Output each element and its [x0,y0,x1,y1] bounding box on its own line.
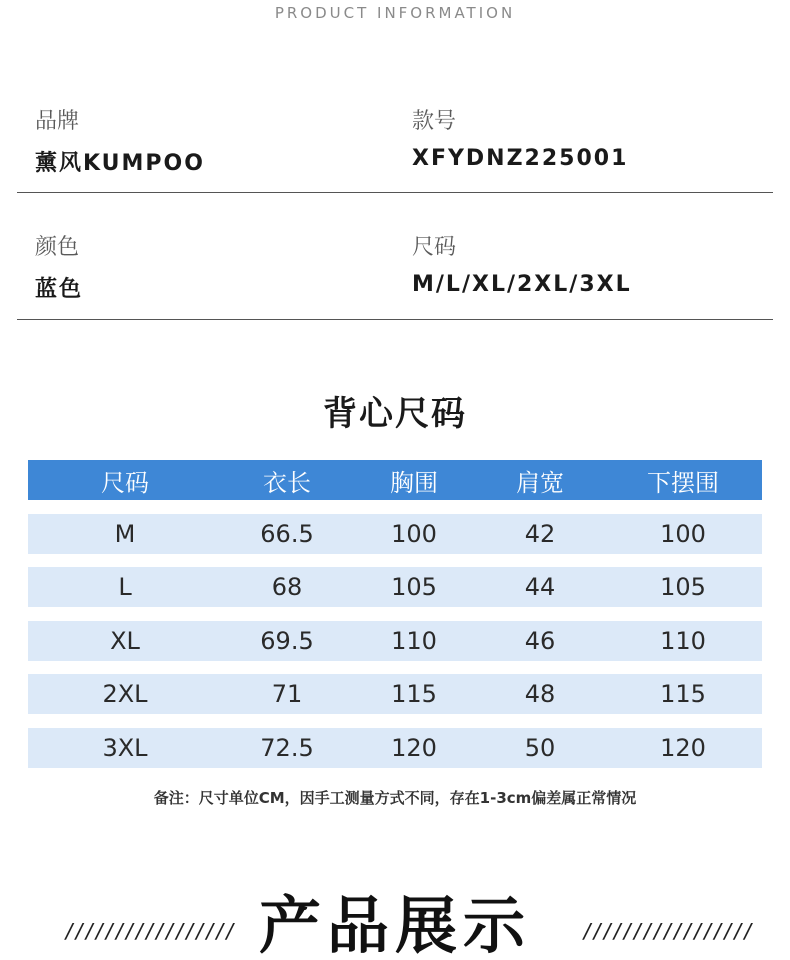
table-cell: 115 [660,680,706,708]
table-cell: 69.5 [260,627,314,655]
table-cell: L [118,573,132,601]
table-cell: 100 [660,520,706,548]
size-label: 尺码 [412,235,457,260]
table-cell: 71 [271,680,303,708]
table-cell: 2XL [102,680,148,708]
model-label: 款号 [412,109,457,134]
table-cell: 44 [524,573,556,601]
header-cell: 下摆围 [647,468,719,497]
info-row-color-size [17,226,773,320]
table-cell: 120 [391,734,437,762]
header-cell: 肩宽 [516,468,564,497]
table-cell: 72.5 [260,734,314,762]
table-cell: 46 [524,627,556,655]
table-cell: 105 [391,573,437,601]
table-cell: 105 [660,573,706,601]
slash-decoration-left: ///////////////// [64,919,235,943]
table-cell: XL [110,627,140,655]
table-cell: 110 [391,627,437,655]
table-cell: 68 [271,573,303,601]
product-information-heading: PRODUCT INFORMATION [274,4,516,22]
product-showcase-banner [0,886,790,960]
color-label: 颜色 [35,235,80,260]
table-cell: 110 [660,627,706,655]
table-cell: 100 [391,520,437,548]
divider [17,192,773,193]
product-showcase-title: 产品展示 [258,889,531,960]
table-cell: 48 [524,680,556,708]
table-row [28,567,762,607]
brand-value: 薰风KUMPOO [35,151,205,176]
slash-decoration-right: ///////////////// [582,919,753,943]
table-cell: M [114,520,136,548]
size-value: M/L/XL/2XL/3XL [412,272,632,297]
table-row [28,728,762,768]
table-cell: 42 [524,520,556,548]
table-row [28,674,762,714]
header-cell: 衣长 [263,468,311,497]
table-row [28,514,762,554]
table-row [28,621,762,661]
table-cell: 115 [391,680,437,708]
table-cell: 3XL [102,734,148,762]
divider [17,319,773,320]
header-cell: 尺码 [101,468,149,497]
color-value: 蓝色 [35,277,84,302]
header-cell: 胸围 [390,468,438,497]
table-cell: 50 [524,734,556,762]
size-chart-title: 背心尺码 [323,394,467,434]
table-header [28,460,762,500]
size-note: 备注：尺寸单位CM，因手工测量方式不同，存在1-3cm偏差属正常情况 [153,789,637,807]
info-row-brand-model [17,100,773,193]
brand-label: 品牌 [35,109,80,134]
model-value: XFYDNZ225001 [412,146,629,171]
table-cell: 66.5 [260,520,314,548]
table-cell: 120 [660,734,706,762]
